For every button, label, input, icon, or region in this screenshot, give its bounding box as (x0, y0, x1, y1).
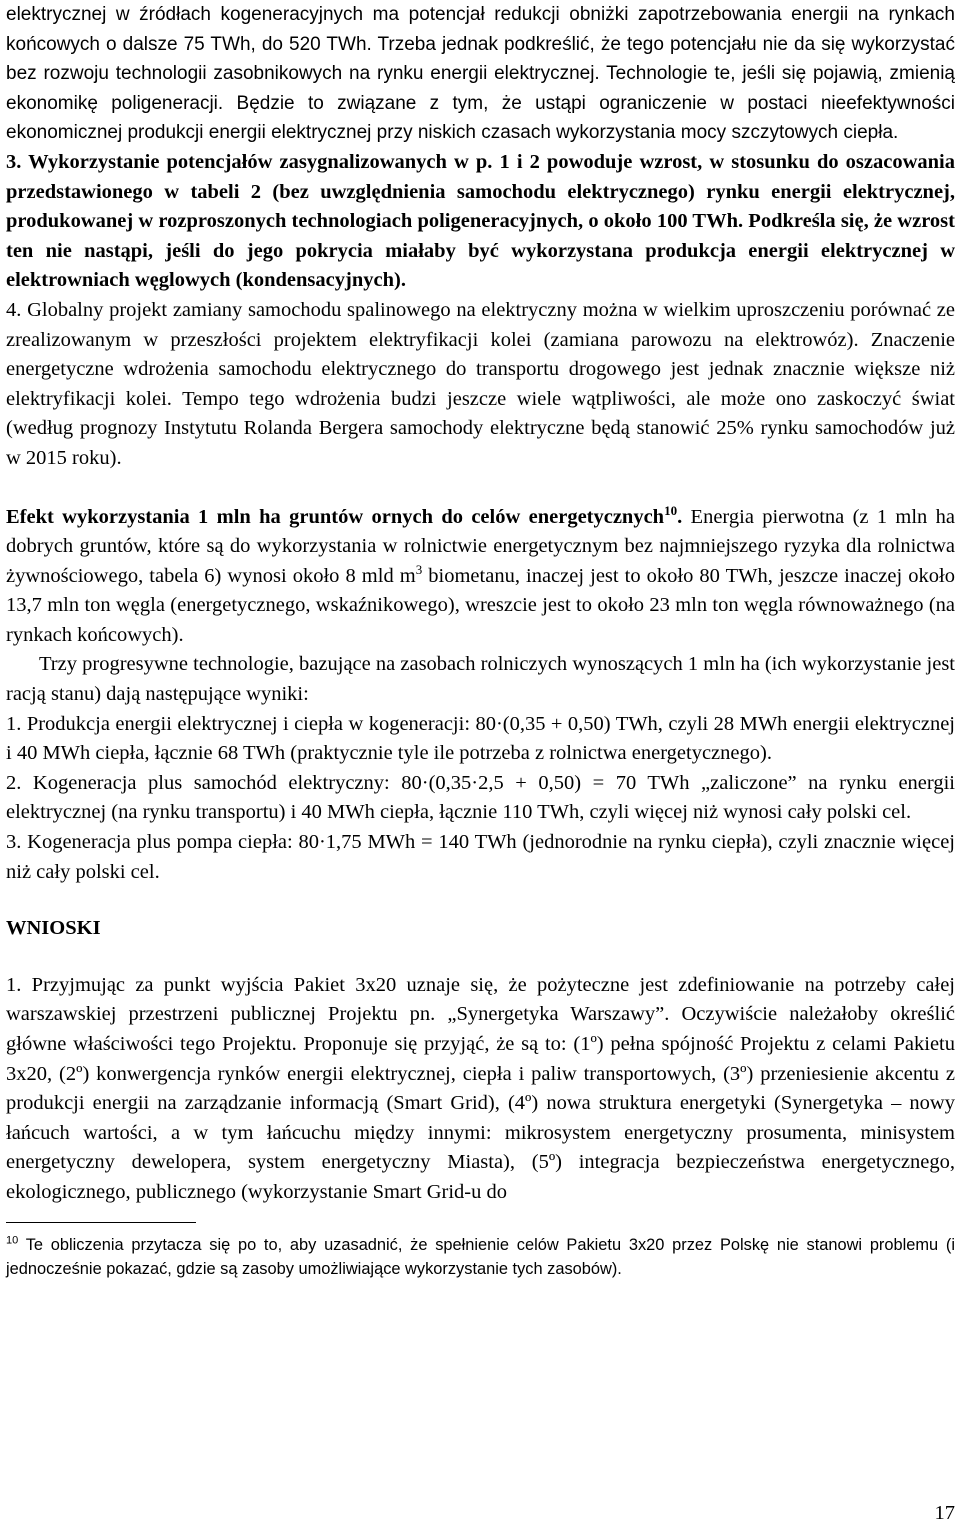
efekt-text-b: biometanu, inaczej jest to około 80 TWh, jeszcze inaczej około 13,7 mln ton węgla (energetycznego, wskaźnikowego), wreszcie jest to około 23 mln ton węgla równoważnego (na rynkach końcowych). (6, 564, 955, 646)
footnote-text: Te obliczenia przytacza się po to, aby uzasadnić, że spełnienie celów Pakietu 3x20 przez Polskę nie stanowi problemu (i jednocześnie pokazać, gdzie są zasoby umożliwiające wykorzystanie tych zasobów). (6, 1235, 955, 1279)
efekt-heading-dot: . (677, 505, 683, 528)
result-2-paragraph: 2. Kogeneracja plus samochód elektryczny: 80·(0,35·2,5 + 0,50) = 70 TWh „zaliczone” na rynku energii elektrycznej (na rynku transportu) i 40 MWh ciepła, łącznie 110 TWh, czyli więcej niż wynosi cały polski cel. (6, 771, 955, 824)
footnote-number: 10 (6, 1234, 19, 1247)
superscript-3: 3 (415, 561, 423, 577)
result-3-paragraph: 3. Kogeneracja plus pompa ciepła: 80·1,75 MWh = 140 TWh (jednorodnie na rynku ciepła), czyli znacznie więcej niż cały polski cel. (6, 831, 955, 883)
item-4-paragraph: 4. Globalny projekt zamiany samochodu spalinowego na elektryczny można w wielkim uproszczeniu porównać ze zrealizowanym w przeszłości projektem elektryfikacji kolei (zamiana parowozu na elektrowóz). Znaczenie energetyczne wdrożenia samochodu elektrycznego do transportu drogowego jest jednak znacznie większe niż elektryfikacji kolei. Tempo tego wdrożenia budzi jeszcze wiele wątpliwości, ale może ono zaskoczyć świat (według prognozy Instytutu Rolanda Bergera samochody elektryczne będą stanowić 25% rynku samochodów już w 2015 roku). (6, 298, 955, 469)
footnote-ref-10[interactable]: 10 (664, 502, 678, 518)
wnioski-heading: WNIOSKI (6, 917, 101, 940)
footnote-separator (6, 1222, 196, 1223)
page-number: 17 (934, 1502, 955, 1524)
result-1-paragraph: 1. Produkcja energii elektrycznej i ciepła w kogeneracji: 80·(0,35 + 0,50) TWh, czyli 28 MWh energii elektrycznej i 40 MWh ciepła, łącznie 68 TWh (praktycznie tyle ile potrzeba z rolnictwa energetycznego). (6, 712, 955, 765)
intro-paragraph: elektrycznej w źródłach kogeneracyjnych ma potencjał redukcji obniżki zapotrzebowania energii na rynkach końcowych o dalsze 75 TWh, do 520 TWh. Trzeba jednak podkreślić, że tego potencjału nie da się wykorzystać bez rozwoju technologii zasobnikowych na rynku energii elektrycznej. Technologie te, jeśli się pojawią, zmienią ekonomikę poligeneracji. Będzie to związane z tym, że ustąpi ograniczenie w postaci nieefektywności ekonomicznej produkcji energii elektrycznej przy niskich czasach wykorzystania mocy szczytowych ciepła. (6, 4, 955, 144)
efekt-heading: Efekt wykorzystania 1 mln ha gruntów ornych do celów energetycznych (6, 505, 665, 528)
efekt-text-a: Energia pierwotna (z 1 mln ha dobrych gruntów, które są do wykorzystania w rolnictwie energetycznym bez najmniejszego ryzyka dla rolnictwa żywnościowego, tabela 6) wynosi około 8 mld m (6, 505, 955, 587)
trzy-paragraph: Trzy progresywne technologie, bazujące na zasobach rolniczych wynoszących 1 mln ha (ich wykorzystanie jest racją stanu) dają następujące wyniki: (6, 653, 955, 706)
efekt-paragraph (6, 503, 955, 651)
wnioski-1-paragraph: 1. Przyjmując za punkt wyjścia Pakiet 3x20 uznaje się, że pożyteczne jest zdefiniowanie na potrzeby całej warszawskiej przestrzeni publicznej Projektu pn. „Synergetyka Warszawy”. Oczywiście należałoby określić główne właściwości tego Projektu. Proponuje się przyjąć, że są to: (1º) pełna spójność Projektu z celami Pakietu 3x20, (2º) konwergencja rynków energii elektrycznej, ciepła i paliw transportowych, (3º) przeniesienie akcentu z produkcji energii na zarządzanie informacją (Smart Grid), (4º) nowa struktura energetyki (Synergetyka – nowy łańcuch wartości, a w tym łańcuchu między innymi: mikrosystem energetyczny prosumenta, minisystem energetyczny dewelopera, system energetyczny Miasta), (5º) integracja bezpieczeństwa energetycznego, ekologicznego, publicznego (wykorzystanie Smart Grid-u do (6, 973, 955, 1203)
footnote-10 (6, 1233, 955, 1282)
item-3-paragraph: 3. Wykorzystanie potencjałów zasygnalizowanych w p. 1 i 2 powoduje wzrost, w stosunku do oszacowania przedstawionego w tabeli 2 (bez uwzględnienia samochodu elektrycznego) rynku energii elektrycznej, produkowanej w rozproszonych technologiach poligeneracyjnych, o około 100 TWh. Podkreśla się, że wzrost ten nie nastąpi, jeśli do jego pokrycia miałaby być wykorzystana produkcja energii elektrycznej w elektrowniach węglowych (kondensacyjnych). (6, 150, 955, 292)
